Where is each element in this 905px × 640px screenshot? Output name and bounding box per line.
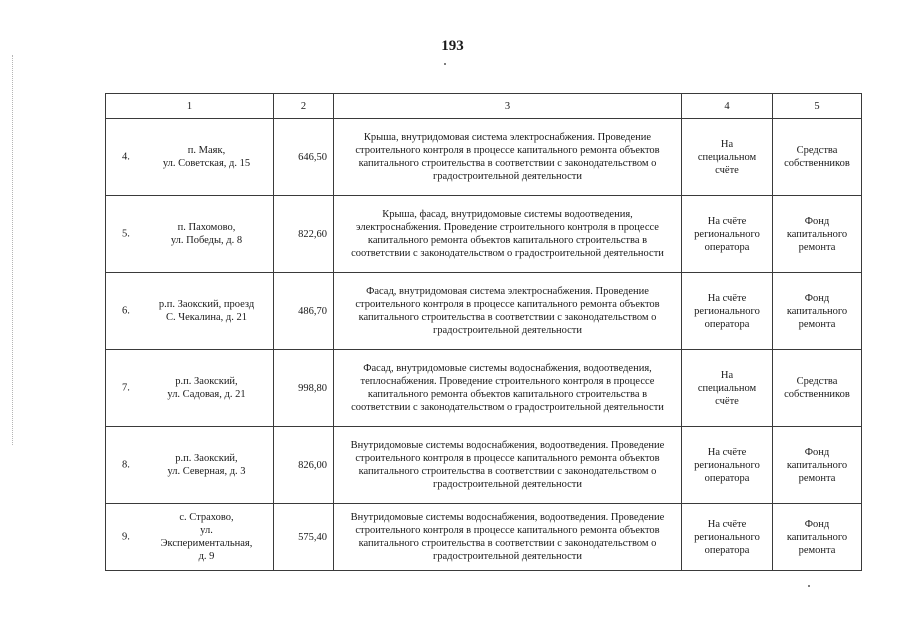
account-type-cell: На счёте регионального оператора [682, 504, 773, 571]
work-description-cell: Фасад, внутридомовые системы водоснабжения, водоотведения, теплоснабжения. Проведение строительного контроля в процессе капитального ремонта объектов капитального строительства в соответствии с законодательством о градостроительной деятельности [334, 350, 682, 427]
header-col-3: 3 [334, 94, 682, 119]
address-cell [106, 196, 274, 273]
area-cell: 826,00 [274, 427, 334, 504]
scan-speck [808, 585, 810, 587]
address-cell [106, 273, 274, 350]
area-cell: 822,60 [274, 196, 334, 273]
scan-speck [444, 63, 446, 65]
work-description-cell: Фасад, внутридомовая система электроснабжения. Проведение строительного контроля в процессе капитального ремонта объектов капитального строительства в соответствии с законодательством о градостроительной деятельности [334, 273, 682, 350]
address-text: п. Пахомово, ул. Победы, д. 8 [170, 222, 243, 246]
funding-source-cell: Фонд капитального ремонта [773, 427, 862, 504]
header-col-1: 1 [106, 94, 274, 119]
funding-source-cell: Средства собственников [773, 350, 862, 427]
work-description-cell: Крыша, внутридомовая система электроснабжения. Проведение строительного контроля в процессе капитального ремонта объектов капитального строительства в соответствии с законодательством о градостроительной деятельности [334, 119, 682, 196]
row-number: 8. [122, 459, 130, 471]
funding-source-cell: Средства собственников [773, 119, 862, 196]
page-number: 193 [441, 38, 464, 54]
table-row [106, 504, 862, 571]
header-col-2: 2 [274, 94, 334, 119]
address-text: р.п. Заокский, проезд С. Чекалина, д. 21 [158, 299, 255, 323]
row-number: 9. [122, 531, 130, 543]
address-text: р.п. Заокский, ул. Садовая, д. 21 [167, 376, 246, 400]
row-number: 4. [122, 151, 130, 163]
account-type-cell: На специальном счёте [682, 350, 773, 427]
table-row [106, 427, 862, 504]
address-cell [106, 350, 274, 427]
area-cell: 998,80 [274, 350, 334, 427]
work-description-cell: Крыша, фасад, внутридомовые системы водоотведения, электроснабжения. Проведение строительного контроля в процессе капитального ремонта объектов капитального строительства в соответствии с законодательством о градостроительной деятельности [334, 196, 682, 273]
row-number: 7. [122, 382, 130, 394]
address-cell [106, 119, 274, 196]
row-number: 6. [122, 305, 130, 317]
account-type-cell: На специальном счёте [682, 119, 773, 196]
area-cell: 575,40 [274, 504, 334, 571]
table-row [106, 196, 862, 273]
table-row [106, 119, 862, 196]
area-cell: 486,70 [274, 273, 334, 350]
address-cell [106, 504, 274, 571]
account-type-cell: На счёте регионального оператора [682, 427, 773, 504]
row-number: 5. [122, 228, 130, 240]
funding-source-cell: Фонд капитального ремонта [773, 504, 862, 571]
header-col-4: 4 [682, 94, 773, 119]
account-type-cell: На счёте регионального оператора [682, 273, 773, 350]
repair-table-container [105, 93, 862, 571]
table-body [106, 119, 862, 571]
address-text: р.п. Заокский, ул. Северная, д. 3 [167, 453, 246, 477]
address-text: с. Страхово, ул. Экспериментальная, д. 9 [160, 512, 253, 562]
work-description-cell: Внутридомовые системы водоснабжения, водоотведения. Проведение строительного контроля в процессе капитального ремонта объектов капитального строительства в соответствии с законодательством о градостроительной деятельности [334, 504, 682, 571]
table-row [106, 350, 862, 427]
address-cell [106, 427, 274, 504]
funding-source-cell: Фонд капитального ремонта [773, 196, 862, 273]
scan-margin-marks [12, 55, 14, 445]
address-text: п. Маяк, ул. Советская, д. 15 [162, 145, 251, 169]
header-row [106, 94, 862, 119]
work-description-cell: Внутридомовые системы водоснабжения, водоотведения. Проведение строительного контроля в процессе капитального ремонта объектов капитального строительства в соответствии с законодательством о градостроительной деятельности [334, 427, 682, 504]
table-row [106, 273, 862, 350]
account-type-cell: На счёте регионального оператора [682, 196, 773, 273]
area-cell: 646,50 [274, 119, 334, 196]
header-col-5: 5 [773, 94, 862, 119]
funding-source-cell: Фонд капитального ремонта [773, 273, 862, 350]
repair-table [105, 93, 862, 571]
